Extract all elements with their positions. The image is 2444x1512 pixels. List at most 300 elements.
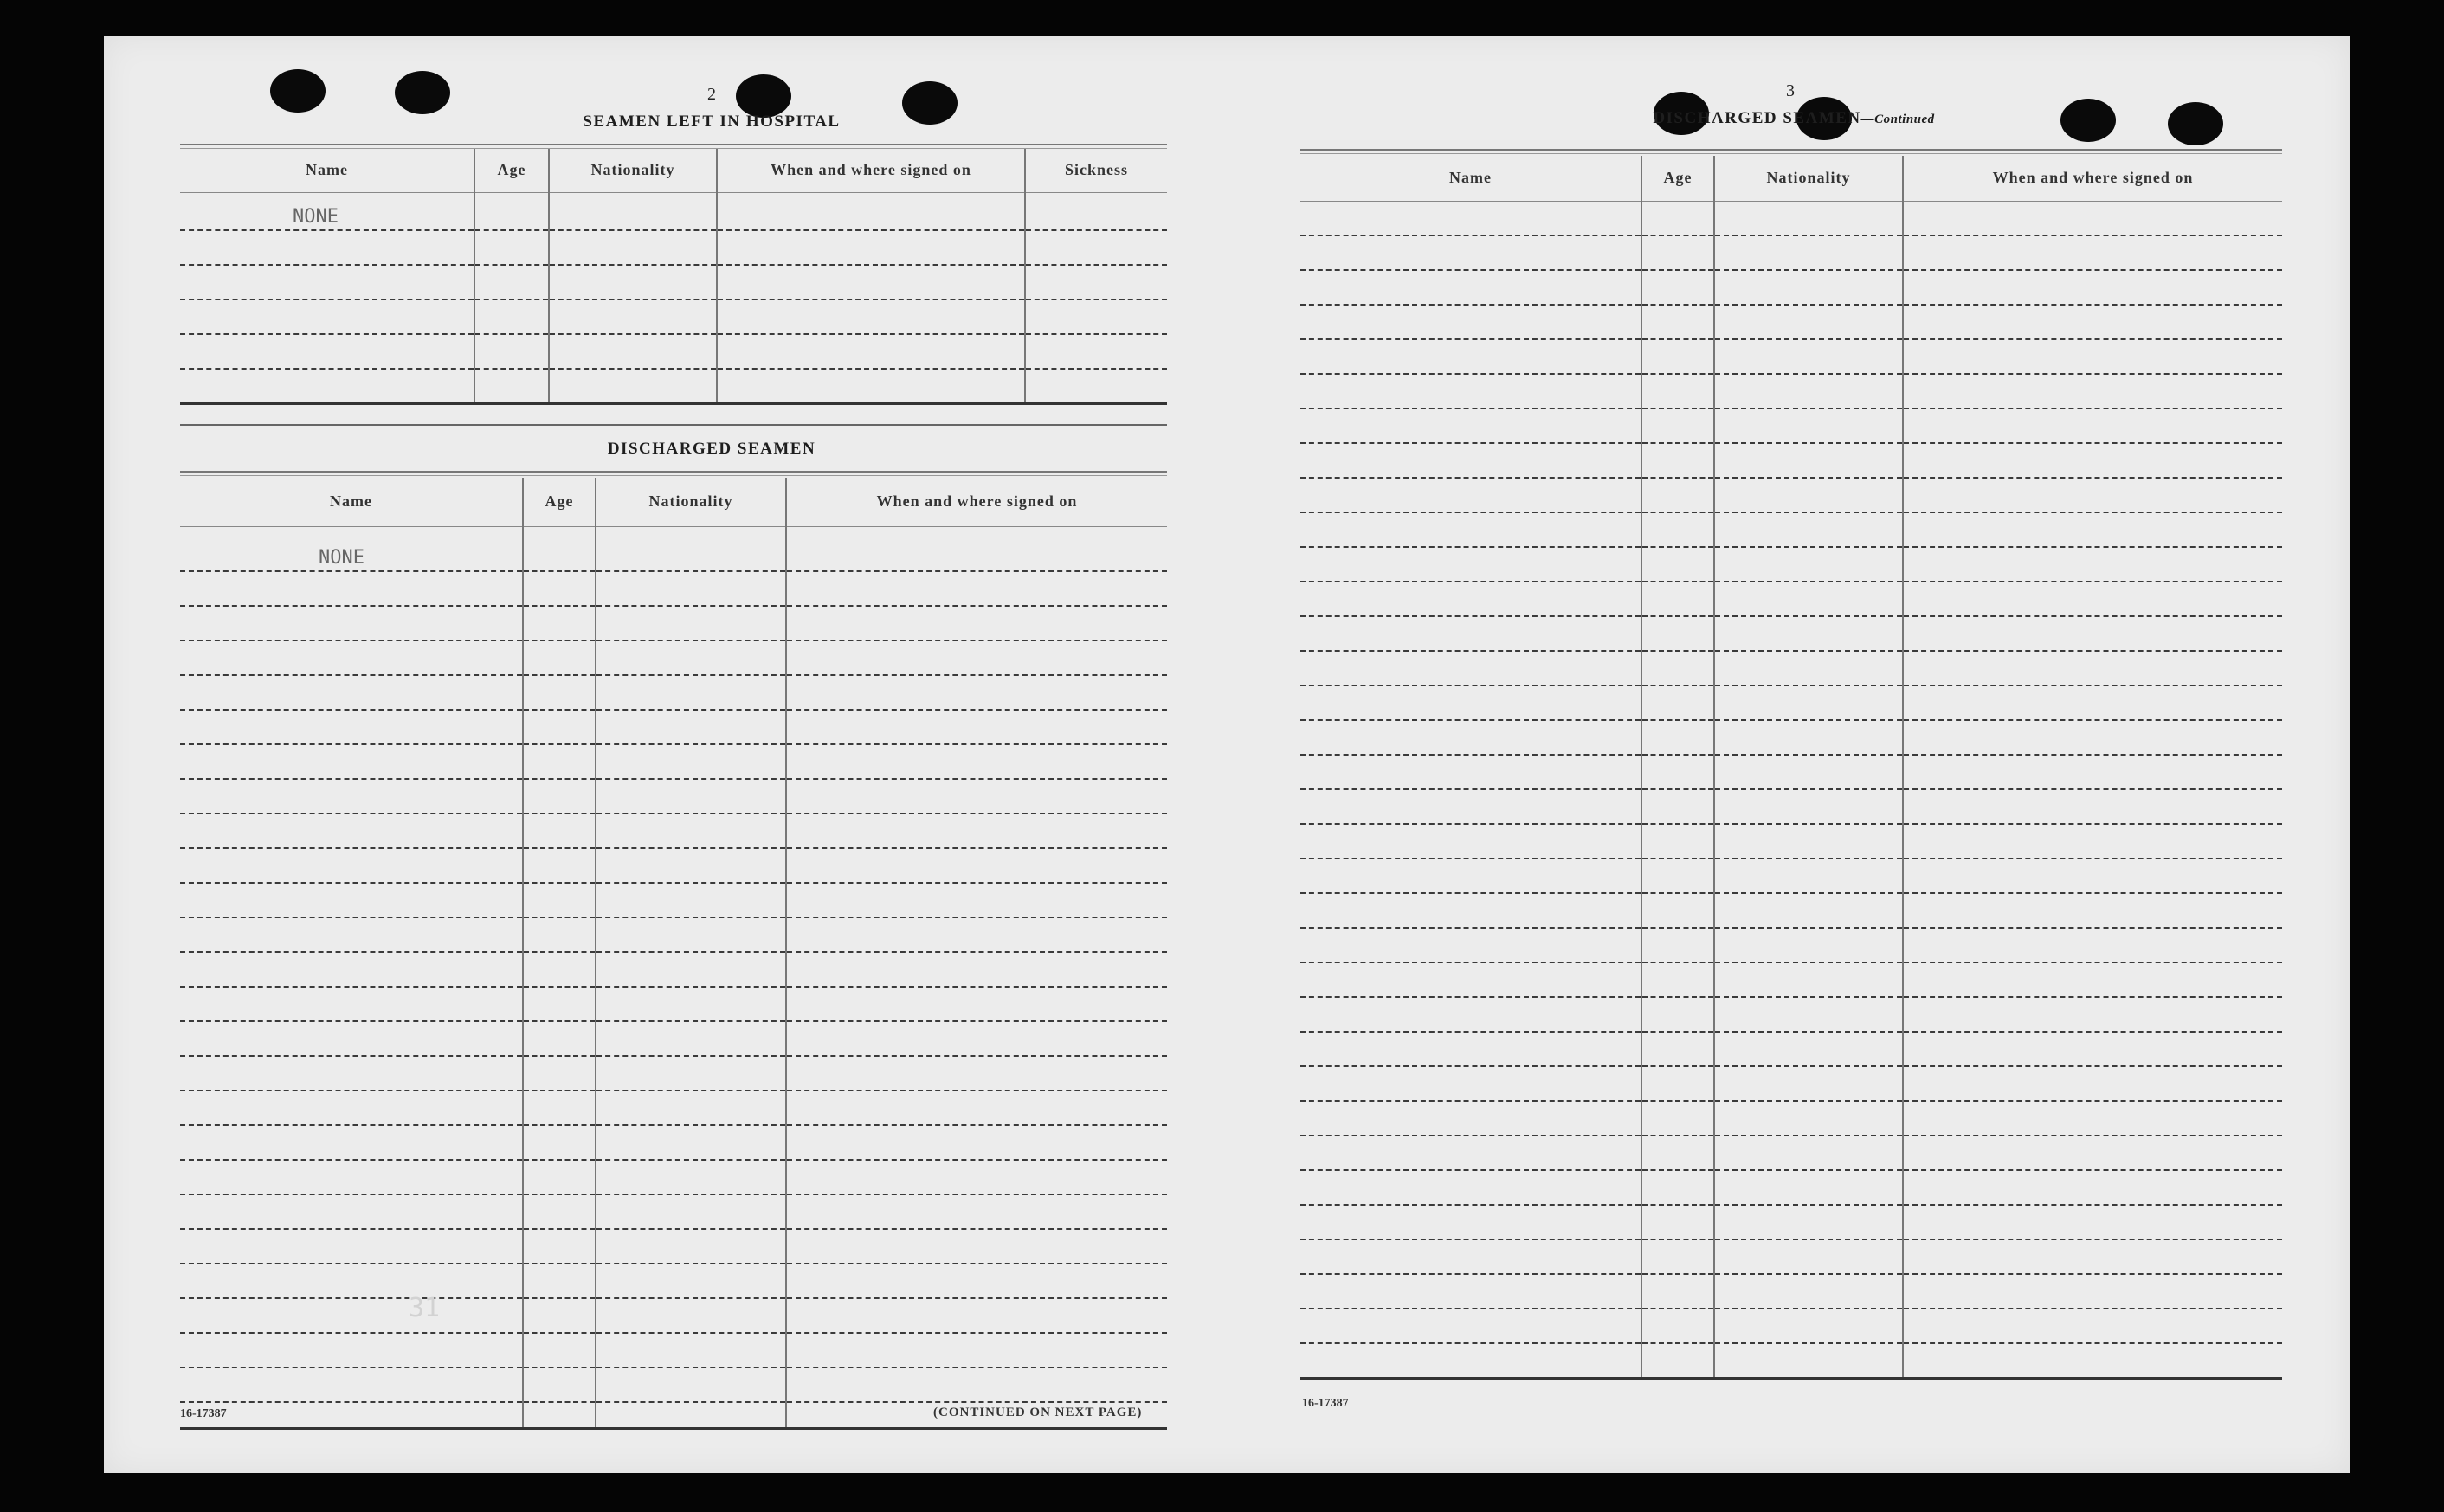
signed-on-cell: [786, 1160, 1167, 1194]
age-cell: [523, 1298, 596, 1333]
signed-on-cell: [1903, 305, 2282, 339]
column-header-age: Age: [523, 478, 596, 526]
table-row: [180, 1264, 1167, 1298]
age-cell: [523, 675, 596, 710]
nationality-cell: [1714, 270, 1903, 305]
table-row: [180, 640, 1167, 675]
table-row: [1300, 1066, 2282, 1101]
table-header-row: [180, 149, 1167, 192]
table-row: [180, 606, 1167, 640]
name-cell: [1300, 928, 1641, 962]
signed-on-cell: [1903, 201, 2282, 235]
age-cell: [1641, 859, 1714, 893]
table-row: [180, 1021, 1167, 1056]
nationality-cell: [1714, 305, 1903, 339]
signed-on-cell: [786, 917, 1167, 952]
table-row: [1300, 547, 2282, 582]
age-cell: [1641, 1136, 1714, 1170]
name-cell: [180, 606, 523, 640]
nationality-cell: [596, 1160, 786, 1194]
age-cell: [1641, 962, 1714, 997]
table-header-row: [180, 478, 1167, 526]
name-cell: [1300, 789, 1641, 824]
age-cell: [523, 640, 596, 675]
table-row: [1300, 962, 2282, 997]
column-header-age: Age: [474, 149, 549, 192]
age-cell: [1641, 928, 1714, 962]
name-cell: [180, 1160, 523, 1194]
form-number: 16-17387: [1302, 1397, 1349, 1410]
table-row: [1300, 1239, 2282, 1274]
age-cell: [1641, 270, 1714, 305]
name-cell: [1300, 339, 1641, 374]
section-title-text: DISCHARGED SEAMEN: [1653, 109, 1861, 127]
name-cell: [180, 526, 523, 571]
name-cell: [1300, 685, 1641, 720]
section-rule: [180, 471, 1167, 476]
page-number: 3: [1786, 81, 1795, 100]
nationality-cell: [549, 369, 717, 403]
column-header-nationality: Nationality: [1714, 156, 1903, 201]
name-cell: [180, 1091, 523, 1125]
nationality-cell: [1714, 1274, 1903, 1309]
signed-on-cell: [1903, 478, 2282, 512]
nationality-cell: [596, 1021, 786, 1056]
nationality-cell: [596, 1125, 786, 1160]
signed-on-cell: [786, 883, 1167, 917]
age-cell: [1641, 616, 1714, 651]
sickness-cell: [1025, 265, 1167, 299]
nationality-cell: [1714, 928, 1903, 962]
section-rule: [180, 424, 1167, 426]
sickness-cell: [1025, 192, 1167, 230]
nationality-cell: [1714, 374, 1903, 409]
nationality-cell: [596, 606, 786, 640]
nationality-cell: [549, 230, 717, 265]
discharged-continued-title: [1612, 109, 1976, 128]
signed-on-cell: [786, 1264, 1167, 1298]
signed-on-cell: [786, 987, 1167, 1021]
signed-on-cell: [1903, 339, 2282, 374]
name-cell: [180, 230, 474, 265]
nationality-cell: [596, 883, 786, 917]
table-row: [1300, 270, 2282, 305]
table-row: [180, 710, 1167, 744]
table-row: [180, 814, 1167, 848]
signed-on-cell: [786, 675, 1167, 710]
name-cell: [1300, 616, 1641, 651]
table-row: [1300, 685, 2282, 720]
nationality-cell: [596, 526, 786, 571]
age-cell: [1641, 685, 1714, 720]
name-cell: [1300, 1170, 1641, 1205]
name-cell: [180, 848, 523, 883]
name-cell: [180, 369, 474, 403]
signed-on-cell: [786, 744, 1167, 779]
signed-on-cell: [717, 334, 1025, 369]
name-cell: [1300, 512, 1641, 547]
age-cell: [474, 334, 549, 369]
punch-hole: [2060, 99, 2116, 142]
right-page: [1300, 36, 2391, 1473]
nationality-cell: [549, 192, 717, 230]
column-header-signed-on: When and where signed on: [786, 478, 1167, 526]
discharged-table: [180, 478, 1167, 1430]
nationality-cell: [596, 1298, 786, 1333]
age-cell: [523, 1021, 596, 1056]
table-row: [180, 334, 1167, 369]
table-row: [180, 1333, 1167, 1367]
nationality-cell: [1714, 997, 1903, 1032]
age-cell: [1641, 1274, 1714, 1309]
table-row: [180, 987, 1167, 1021]
nationality-cell: [1714, 616, 1903, 651]
table-row: [180, 952, 1167, 987]
age-cell: [523, 1367, 596, 1402]
signed-on-cell: [1903, 1101, 2282, 1136]
name-cell: [180, 952, 523, 987]
column-header-name: Name: [1300, 156, 1641, 201]
signed-on-cell: [786, 526, 1167, 571]
name-cell: [180, 1229, 523, 1264]
table-row: [1300, 478, 2282, 512]
hospital-section-title: SEAMEN LEFT IN HOSPITAL: [583, 113, 841, 131]
table-row: [180, 1160, 1167, 1194]
punch-hole: [2168, 102, 2223, 145]
age-cell: [474, 369, 549, 403]
age-cell: [523, 526, 596, 571]
table-row: [1300, 928, 2282, 962]
table-row: [1300, 789, 2282, 824]
signed-on-cell: [786, 1056, 1167, 1091]
table-row: [180, 230, 1167, 265]
signed-on-cell: [1903, 512, 2282, 547]
signed-on-cell: [1903, 824, 2282, 859]
signed-on-cell: [786, 779, 1167, 814]
table-row: [1300, 1136, 2282, 1170]
age-cell: [1641, 893, 1714, 928]
age-cell: [523, 1333, 596, 1367]
signed-on-cell: [1903, 997, 2282, 1032]
signed-on-cell: [1903, 893, 2282, 928]
signed-on-cell: [1903, 962, 2282, 997]
left-page: [175, 36, 1269, 1473]
name-cell: [1300, 859, 1641, 893]
age-cell: [474, 230, 549, 265]
signed-on-cell: [1903, 789, 2282, 824]
name-cell: [1300, 235, 1641, 270]
table-row: [180, 299, 1167, 334]
signed-on-cell: [1903, 1309, 2282, 1343]
signed-on-cell: [717, 369, 1025, 403]
name-cell: [180, 675, 523, 710]
table-row: [1300, 582, 2282, 616]
signed-on-cell: [786, 1091, 1167, 1125]
table-row: [180, 883, 1167, 917]
name-cell: [180, 334, 474, 369]
table-row: [180, 1056, 1167, 1091]
name-cell: [1300, 893, 1641, 928]
nationality-cell: [1714, 201, 1903, 235]
table-row: [180, 1298, 1167, 1333]
signed-on-cell: [1903, 1343, 2282, 1378]
signed-on-cell: [786, 1021, 1167, 1056]
signed-on-cell: [786, 1229, 1167, 1264]
nationality-cell: [596, 1091, 786, 1125]
signed-on-cell: [1903, 859, 2282, 893]
nationality-cell: [549, 299, 717, 334]
name-cell: [1300, 1066, 1641, 1101]
name-cell: [180, 814, 523, 848]
age-cell: [1641, 409, 1714, 443]
name-cell: [180, 192, 474, 230]
age-cell: [523, 710, 596, 744]
signed-on-cell: [786, 814, 1167, 848]
table-row: [1300, 1032, 2282, 1066]
age-cell: [523, 1194, 596, 1229]
name-cell: [1300, 1343, 1641, 1378]
age-cell: [523, 606, 596, 640]
table-row: [180, 675, 1167, 710]
signed-on-cell: [1903, 1066, 2282, 1101]
name-cell: [1300, 478, 1641, 512]
page-number: 2: [707, 85, 716, 104]
name-cell: [1300, 1309, 1641, 1343]
name-cell: [1300, 443, 1641, 478]
discharged-section-title: DISCHARGED SEAMEN: [607, 440, 816, 458]
signed-on-cell: [1903, 1136, 2282, 1170]
age-cell: [1641, 789, 1714, 824]
continued-suffix: —Continued: [1860, 113, 1935, 126]
signed-on-cell: [1903, 616, 2282, 651]
column-header-sickness: Sickness: [1025, 149, 1167, 192]
age-cell: [523, 848, 596, 883]
age-cell: [1641, 478, 1714, 512]
nationality-cell: [1714, 443, 1903, 478]
age-cell: [1641, 1066, 1714, 1101]
age-cell: [1641, 443, 1714, 478]
age-cell: [474, 265, 549, 299]
name-cell: [1300, 409, 1641, 443]
age-cell: [1641, 1170, 1714, 1205]
name-cell: [1300, 1032, 1641, 1066]
nationality-cell: [1714, 512, 1903, 547]
name-cell: [180, 1333, 523, 1367]
discharged-continued-table: [1300, 156, 2282, 1380]
age-cell: [523, 1160, 596, 1194]
ledger-sheet: [104, 36, 2350, 1473]
table-row: [180, 571, 1167, 606]
nationality-cell: [596, 952, 786, 987]
nationality-cell: [1714, 685, 1903, 720]
nationality-cell: [1714, 824, 1903, 859]
signed-on-cell: [1903, 443, 2282, 478]
name-cell: [1300, 1136, 1641, 1170]
nationality-cell: [1714, 1136, 1903, 1170]
nationality-cell: [549, 334, 717, 369]
nationality-cell: [1714, 1205, 1903, 1239]
name-cell: [180, 883, 523, 917]
table-row: [180, 744, 1167, 779]
table-row: [180, 265, 1167, 299]
table-row: [1300, 305, 2282, 339]
name-cell: [1300, 962, 1641, 997]
table-row: [1300, 651, 2282, 685]
punch-hole: [270, 69, 326, 113]
name-cell: [1300, 1101, 1641, 1136]
nationality-cell: [596, 744, 786, 779]
nationality-cell: [596, 675, 786, 710]
table-row: [180, 369, 1167, 403]
signed-on-cell: [1903, 1205, 2282, 1239]
signed-on-cell: [1903, 755, 2282, 789]
nationality-cell: [1714, 755, 1903, 789]
table-row: [180, 526, 1167, 571]
age-cell: [1641, 1309, 1714, 1343]
table-row: [180, 192, 1167, 230]
signed-on-cell: [1903, 928, 2282, 962]
signed-on-cell: [1903, 1274, 2282, 1309]
signed-on-cell: [1903, 235, 2282, 270]
table-row: [1300, 1274, 2282, 1309]
nationality-cell: [1714, 1066, 1903, 1101]
signed-on-cell: [1903, 651, 2282, 685]
name-cell: [1300, 270, 1641, 305]
nationality-cell: [596, 1264, 786, 1298]
table-row: [180, 1125, 1167, 1160]
signed-on-cell: [717, 230, 1025, 265]
name-cell: [1300, 547, 1641, 582]
table-row: [180, 1194, 1167, 1229]
hospital-table: [180, 149, 1167, 405]
age-cell: [523, 987, 596, 1021]
signed-on-cell: [786, 952, 1167, 987]
age-cell: [1641, 824, 1714, 859]
table-row: [1300, 893, 2282, 928]
column-header-nationality: Nationality: [596, 478, 786, 526]
age-cell: [1641, 720, 1714, 755]
name-cell: [180, 710, 523, 744]
age-cell: [1641, 305, 1714, 339]
nationality-cell: [1714, 1309, 1903, 1343]
name-cell: [180, 1056, 523, 1091]
nationality-cell: [1714, 235, 1903, 270]
table-row: [1300, 409, 2282, 443]
table-row: [1300, 1170, 2282, 1205]
signed-on-cell: [717, 299, 1025, 334]
nationality-cell: [596, 1194, 786, 1229]
name-cell: [180, 640, 523, 675]
signed-on-cell: [1903, 685, 2282, 720]
nationality-cell: [596, 1056, 786, 1091]
typed-entry: NONE: [319, 547, 364, 569]
table-row: [1300, 616, 2282, 651]
table-row: [1300, 339, 2282, 374]
table-row: [1300, 824, 2282, 859]
sickness-cell: [1025, 230, 1167, 265]
table-row: [1300, 1309, 2282, 1343]
signed-on-cell: [1903, 409, 2282, 443]
age-cell: [1641, 1205, 1714, 1239]
name-cell: [180, 744, 523, 779]
name-cell: [180, 1264, 523, 1298]
nationality-cell: [596, 848, 786, 883]
name-cell: [180, 1021, 523, 1056]
table-row: [180, 1091, 1167, 1125]
nationality-cell: [596, 710, 786, 744]
age-cell: [523, 1125, 596, 1160]
age-cell: [1641, 651, 1714, 685]
signed-on-cell: [786, 606, 1167, 640]
table-row: [180, 1367, 1167, 1402]
age-cell: [1641, 582, 1714, 616]
age-cell: [523, 571, 596, 606]
column-header-signed-on: When and where signed on: [1903, 156, 2282, 201]
signed-on-cell: [786, 1333, 1167, 1367]
table-row: [180, 779, 1167, 814]
name-cell: [1300, 582, 1641, 616]
nationality-cell: [1714, 1239, 1903, 1274]
nationality-cell: [1714, 1032, 1903, 1066]
signed-on-cell: [1903, 1032, 2282, 1066]
age-cell: [523, 814, 596, 848]
nationality-cell: [1714, 962, 1903, 997]
sickness-cell: [1025, 334, 1167, 369]
sickness-cell: [1025, 369, 1167, 403]
age-cell: [1641, 374, 1714, 409]
name-cell: [1300, 1205, 1641, 1239]
nationality-cell: [1714, 547, 1903, 582]
table-row: [1300, 1101, 2282, 1136]
signed-on-cell: [1903, 720, 2282, 755]
signed-on-cell: [1903, 582, 2282, 616]
age-cell: [1641, 201, 1714, 235]
table-row: [1300, 859, 2282, 893]
table-row: [1300, 1343, 2282, 1378]
nationality-cell: [1714, 1343, 1903, 1378]
nationality-cell: [596, 640, 786, 675]
signed-on-cell: [717, 265, 1025, 299]
name-cell: [180, 265, 474, 299]
nationality-cell: [596, 917, 786, 952]
nationality-cell: [1714, 1101, 1903, 1136]
name-cell: [180, 1402, 523, 1428]
nationality-cell: [1714, 789, 1903, 824]
signed-on-cell: [786, 1367, 1167, 1402]
table-row: [180, 1229, 1167, 1264]
signed-on-cell: [786, 1125, 1167, 1160]
signed-on-cell: [786, 710, 1167, 744]
sickness-cell: [1025, 299, 1167, 334]
age-cell: [1641, 755, 1714, 789]
signed-on-cell: [717, 192, 1025, 230]
nationality-cell: [1714, 582, 1903, 616]
signed-on-cell: [786, 640, 1167, 675]
nationality-cell: [596, 1402, 786, 1428]
age-cell: [1641, 1032, 1714, 1066]
age-cell: [523, 952, 596, 987]
name-cell: [180, 987, 523, 1021]
name-cell: [180, 1298, 523, 1333]
nationality-cell: [596, 1333, 786, 1367]
signed-on-cell: [1903, 1170, 2282, 1205]
name-cell: [180, 1367, 523, 1402]
age-cell: [1641, 1239, 1714, 1274]
name-cell: [180, 299, 474, 334]
age-cell: [1641, 235, 1714, 270]
name-cell: [1300, 201, 1641, 235]
age-cell: [523, 1402, 596, 1428]
